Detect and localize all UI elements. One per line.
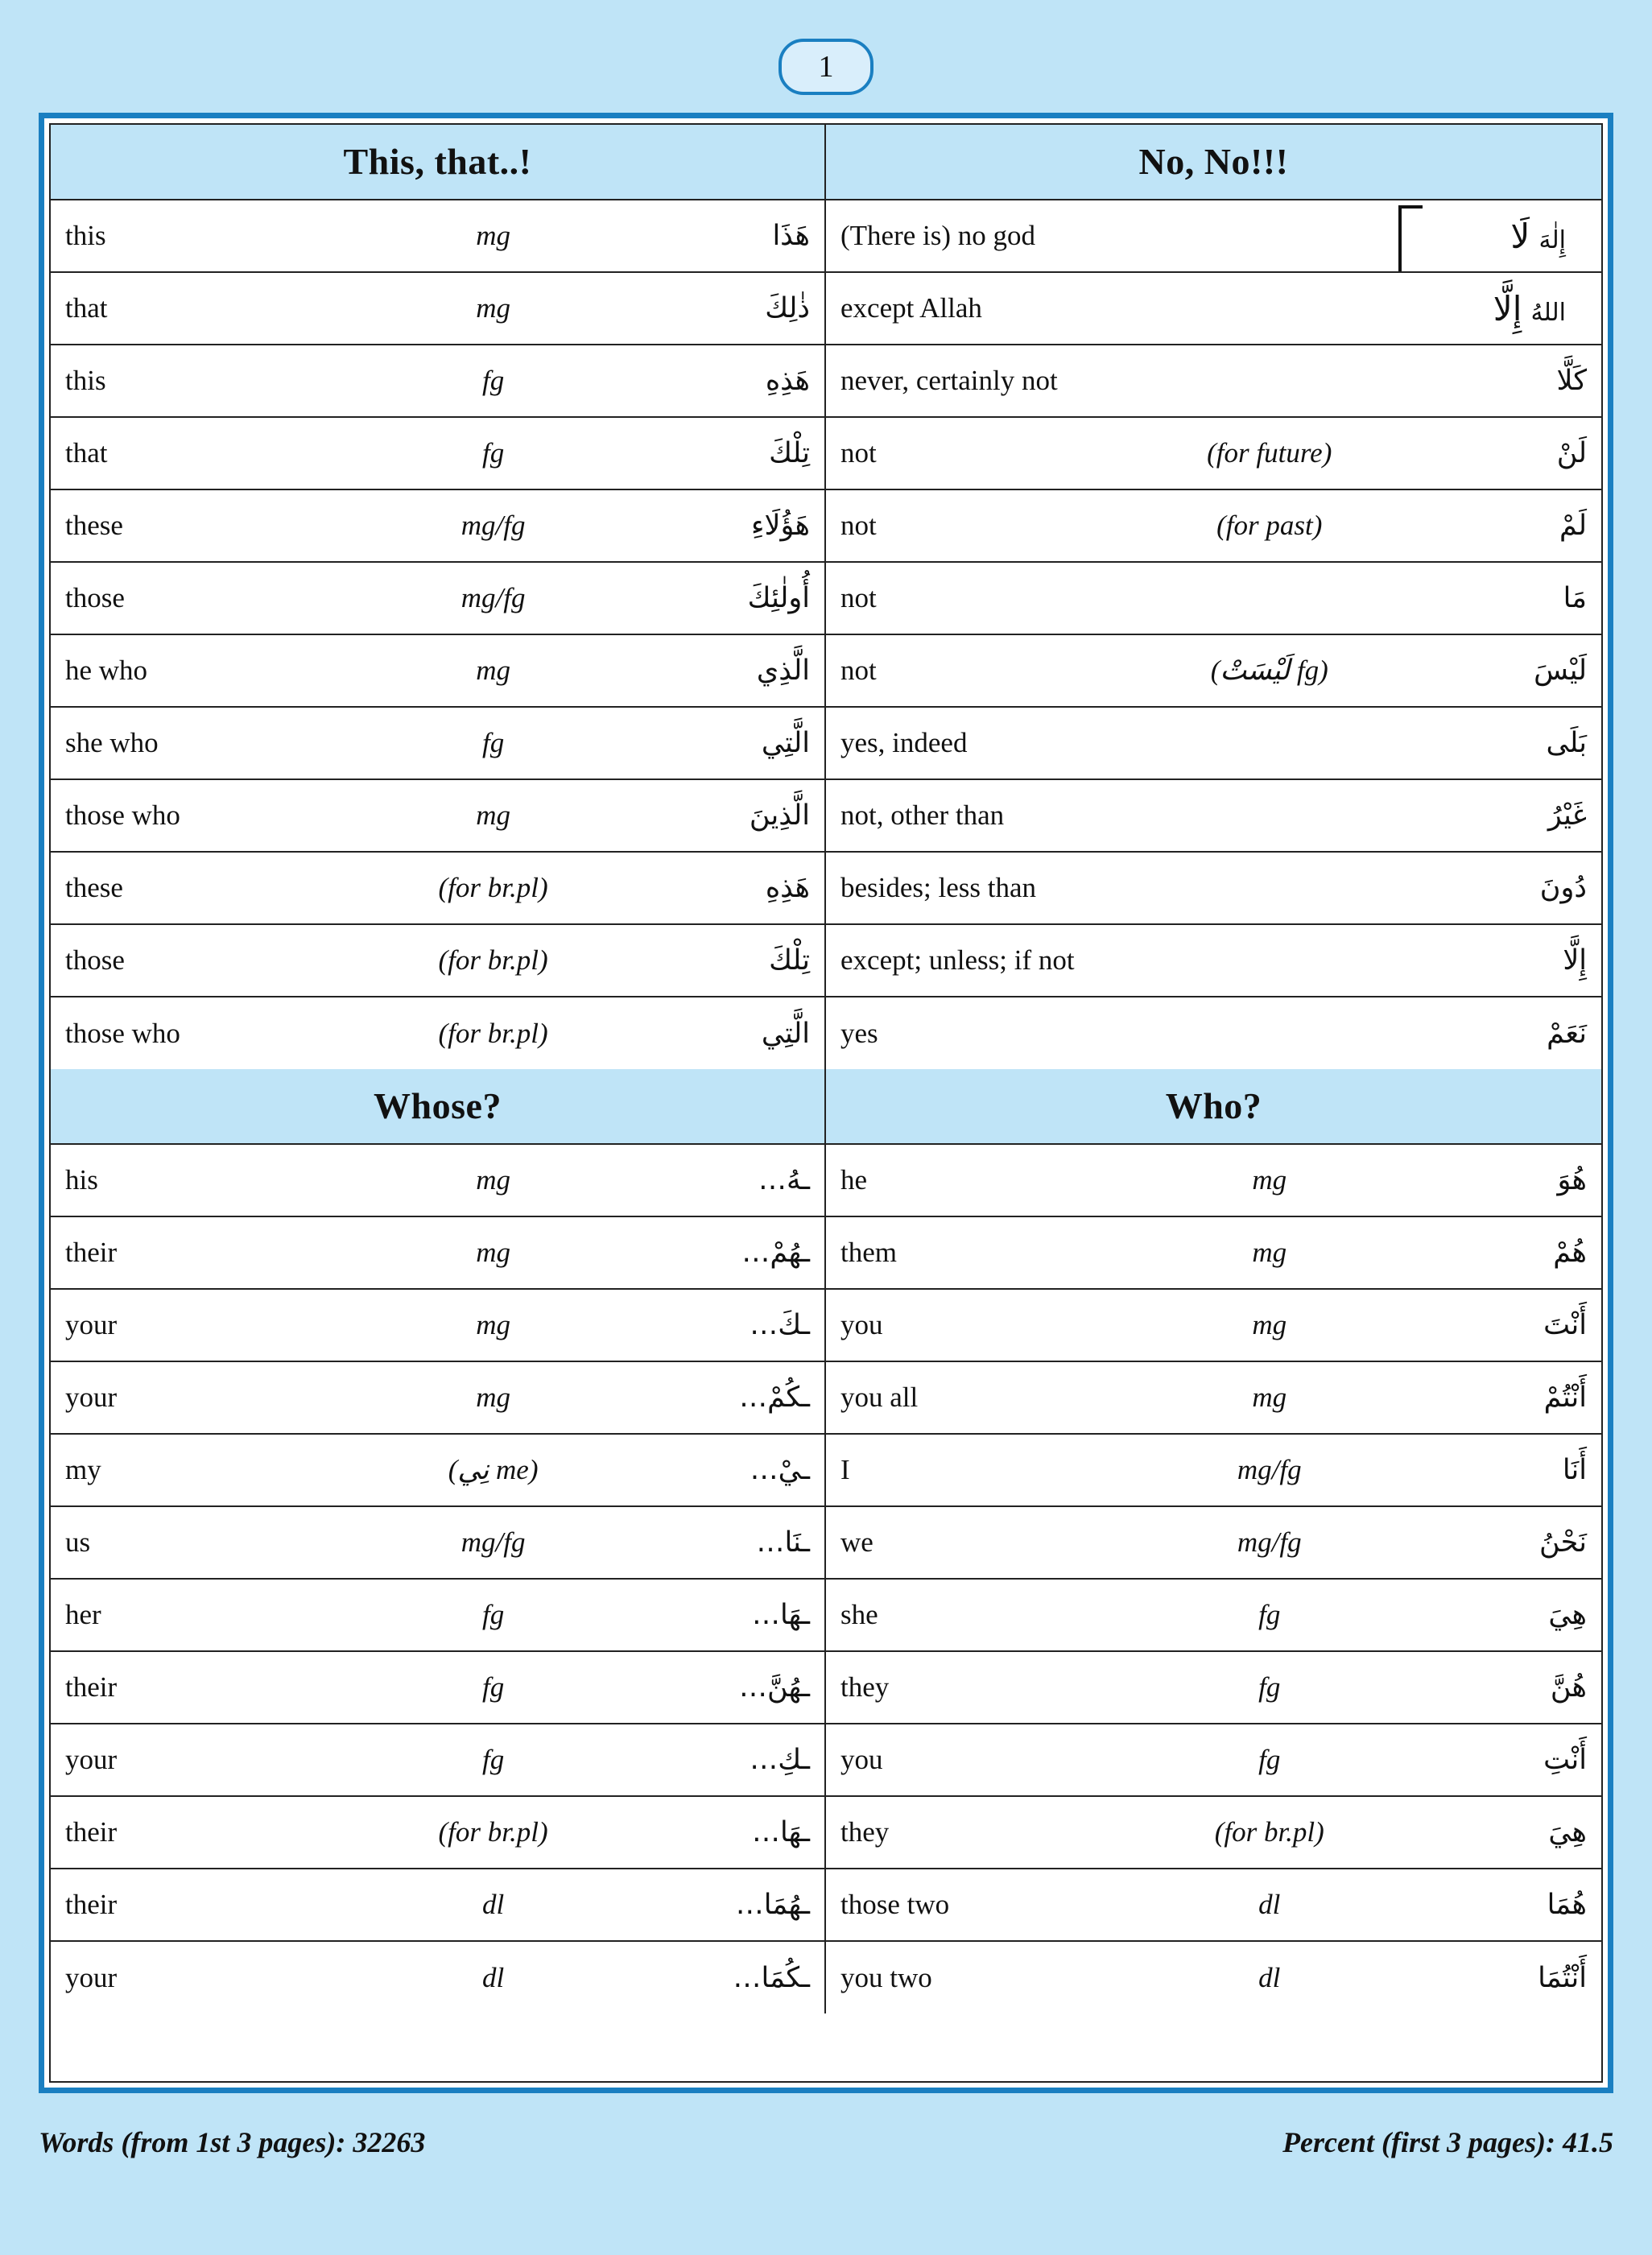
arabic-term: إِلَّا: [1493, 288, 1522, 328]
footer-percent: Percent (first 3 pages): 41.5: [1282, 2126, 1613, 2158]
english-term: this: [51, 345, 397, 417]
arabic-term: ـهُمَا…: [589, 1869, 824, 1941]
english-term: we: [826, 1506, 1173, 1579]
gender-note: [1173, 924, 1366, 997]
arabic-term: الَّذِي: [589, 634, 824, 707]
arabic-term: لَا: [1510, 216, 1530, 256]
table-no-no: [826, 199, 1601, 1069]
gender-note: dl: [1173, 1869, 1366, 1941]
english-term: that: [51, 272, 397, 345]
table-row: [826, 417, 1601, 489]
arabic-term: إِلَّا: [1366, 924, 1601, 997]
arabic-term: هُوَ: [1366, 1144, 1601, 1216]
arabic-term: هَذِهِ: [589, 345, 824, 417]
arabic-term: لَنْ: [1366, 417, 1601, 489]
table-row: [826, 1289, 1601, 1361]
arabic-term: ـهُمْ…: [589, 1216, 824, 1289]
english-term: not, other than: [826, 779, 1173, 852]
gender-note: dl: [397, 1941, 590, 2013]
gender-note: (for br.pl): [1173, 1796, 1366, 1869]
english-term: these: [51, 489, 397, 562]
tense-note: (for past): [1173, 489, 1366, 562]
english-term: them: [826, 1216, 1173, 1289]
english-term: your: [51, 1289, 397, 1361]
table-row: [51, 562, 824, 634]
gender-note: mg/fg: [1173, 1434, 1366, 1506]
table-row: [51, 489, 824, 562]
gender-note: mg/fg: [397, 489, 590, 562]
gender-note: (for br.pl): [397, 1796, 590, 1869]
table-row: [51, 997, 824, 1069]
arabic-term-secondary: اللهُ: [1530, 298, 1566, 327]
arabic-term: هَذِهِ: [589, 852, 824, 924]
english-term: not: [826, 634, 1173, 707]
gender-note: mg: [1173, 1216, 1366, 1289]
english-term: her: [51, 1579, 397, 1651]
arabic-term: هِيَ: [1366, 1579, 1601, 1651]
arabic-term: دُونَ: [1366, 852, 1601, 924]
table-row: [51, 1796, 824, 1869]
english-term: those: [51, 562, 397, 634]
arabic-term: ـكُمْ…: [589, 1361, 824, 1434]
arabic-term: الَّتِي: [589, 997, 824, 1069]
gender-note: fg: [1173, 1724, 1366, 1796]
arabic-term: لَيْسَ: [1366, 634, 1601, 707]
gender-note: (لَيْسَتْ fg): [1173, 634, 1366, 707]
arabic-term: ـكَ…: [589, 1289, 824, 1361]
table-row: [826, 1216, 1601, 1289]
arabic-term-secondary: إِلٰهَ: [1538, 225, 1566, 254]
english-term: those: [51, 924, 397, 997]
arabic-term: هُمْ: [1366, 1216, 1601, 1289]
arabic-term: مَا: [1366, 562, 1601, 634]
section-title-who: Who?: [826, 1069, 1601, 1143]
gender-note: fg: [397, 345, 590, 417]
section-title-no-no: No, No!!!: [826, 125, 1601, 199]
table-row: [51, 707, 824, 779]
table-row: [826, 1651, 1601, 1724]
english-term: his: [51, 1144, 397, 1216]
arabic-term: نَحْنُ: [1366, 1506, 1601, 1579]
arabic-term: ـهَا…: [589, 1579, 824, 1651]
english-term: yes, indeed: [826, 707, 1173, 779]
arabic-term: تِلْكَ: [589, 924, 824, 997]
table-row: [51, 1434, 824, 1506]
arabic-term: ذٰلِكَ: [589, 272, 824, 345]
table-row: [51, 417, 824, 489]
english-term: you all: [826, 1361, 1173, 1434]
gender-note: [1173, 272, 1366, 345]
gender-note: [1173, 852, 1366, 924]
table-row: [826, 562, 1601, 634]
arabic-term: تِلْكَ: [589, 417, 824, 489]
table-row: [51, 779, 824, 852]
gender-note: [1173, 200, 1366, 272]
arabic-term: نَعَمْ: [1366, 997, 1601, 1069]
arabic-term: هَذَا: [589, 200, 824, 272]
english-term: (There is) no god: [826, 200, 1173, 272]
gender-note: fg: [397, 707, 590, 779]
table-row: [826, 489, 1601, 562]
gender-note: dl: [1173, 1941, 1366, 2013]
gender-note: mg: [397, 1144, 590, 1216]
gender-note: dl: [397, 1869, 590, 1941]
english-term: us: [51, 1506, 397, 1579]
english-term: yes: [826, 997, 1173, 1069]
gender-note: fg: [397, 1579, 590, 1651]
gender-note: fg: [1173, 1579, 1366, 1651]
arabic-term: أَنْتِ: [1366, 1724, 1601, 1796]
table-row: [51, 1941, 824, 2013]
top-section-tables: [51, 199, 1601, 1069]
gender-note: [1173, 562, 1366, 634]
arabic-term-with-bracket: [1366, 272, 1601, 345]
arabic-term: ـكُمَا…: [589, 1941, 824, 2013]
vocabulary-table-frame: [39, 113, 1613, 2093]
table-row: [51, 1506, 824, 1579]
table-row: [826, 272, 1601, 345]
english-term: those two: [826, 1869, 1173, 1941]
arabic-term: الَّذِينَ: [589, 779, 824, 852]
arabic-term: أَنْتَ: [1366, 1289, 1601, 1361]
table-row: [826, 1724, 1601, 1796]
arabic-term: كَلَّا: [1366, 345, 1601, 417]
arabic-term: لَمْ: [1366, 489, 1601, 562]
bottom-section-tables: [51, 1143, 1601, 2013]
english-term: my: [51, 1434, 397, 1506]
table-row: [51, 1361, 824, 1434]
table-row: [51, 1216, 824, 1289]
english-term: they: [826, 1796, 1173, 1869]
gender-note: mg: [397, 779, 590, 852]
section-title-this-that: This, that..!: [51, 125, 824, 199]
table-row: [826, 1869, 1601, 1941]
arabic-term: ـهَا…: [589, 1796, 824, 1869]
gender-note: fg: [1173, 1651, 1366, 1724]
gender-note: mg: [397, 1216, 590, 1289]
section-title-whose: Whose?: [51, 1069, 824, 1143]
gender-note: mg: [397, 1361, 590, 1434]
english-term: their: [51, 1216, 397, 1289]
table-row: [826, 779, 1601, 852]
arabic-term-with-bracket: [1366, 200, 1601, 272]
table-row: [826, 1361, 1601, 1434]
gender-note: mg: [397, 200, 590, 272]
english-term: she: [826, 1579, 1173, 1651]
table-row: [51, 852, 824, 924]
gender-note: mg: [397, 272, 590, 345]
page-footer: [39, 2125, 1613, 2159]
page-number: 1: [779, 39, 873, 95]
table-row: [51, 1869, 824, 1941]
english-term: he who: [51, 634, 397, 707]
arabic-term: غَيْرُ: [1366, 779, 1601, 852]
table-row: [826, 634, 1601, 707]
gender-note: [1173, 345, 1366, 417]
english-term: he: [826, 1144, 1173, 1216]
arabic-term: ـهُ…: [589, 1144, 824, 1216]
gender-note: mg/fg: [397, 562, 590, 634]
table-row: [826, 1941, 1601, 2013]
gender-note: [1173, 707, 1366, 779]
gender-note: mg: [397, 1289, 590, 1361]
arabic-term: أَنْتُمَا: [1366, 1941, 1601, 2013]
english-term: this: [51, 200, 397, 272]
brace-icon: [1398, 205, 1423, 272]
english-term: I: [826, 1434, 1173, 1506]
english-term: except; unless; if not: [826, 924, 1173, 997]
table-this-that: [51, 199, 824, 1069]
table-row: [826, 200, 1601, 272]
table-row: [51, 272, 824, 345]
table-row: [826, 707, 1601, 779]
english-term: those who: [51, 779, 397, 852]
gender-note: [1173, 779, 1366, 852]
table-row: [826, 1579, 1601, 1651]
english-term: you two: [826, 1941, 1173, 2013]
english-term: their: [51, 1651, 397, 1724]
english-term: these: [51, 852, 397, 924]
gender-note: mg: [397, 634, 590, 707]
gender-note: mg/fg: [1173, 1506, 1366, 1579]
table-row: [51, 634, 824, 707]
table-row: [826, 1506, 1601, 1579]
arabic-term: ـيْ…: [589, 1434, 824, 1506]
table-row: [51, 1289, 824, 1361]
english-term: she who: [51, 707, 397, 779]
gender-note: mg: [1173, 1361, 1366, 1434]
arabic-term: أَنْتُمْ: [1366, 1361, 1601, 1434]
gender-note: (for br.pl): [397, 852, 590, 924]
gender-note: mg: [1173, 1289, 1366, 1361]
arabic-term: هَؤُلَاءِ: [589, 489, 824, 562]
english-term: not: [826, 562, 1173, 634]
english-term: not: [826, 489, 1173, 562]
table-row: [826, 997, 1601, 1069]
table-whose: [51, 1143, 824, 2013]
arabic-term: هُنَّ: [1366, 1651, 1601, 1724]
english-term: they: [826, 1651, 1173, 1724]
arabic-term: بَلَى: [1366, 707, 1601, 779]
arabic-term: هِيَ: [1366, 1796, 1601, 1869]
arabic-term: الَّتِي: [589, 707, 824, 779]
tense-note: (for future): [1173, 417, 1366, 489]
table-row: [826, 1796, 1601, 1869]
table-row: [826, 1434, 1601, 1506]
arabic-term: أَنَا: [1366, 1434, 1601, 1506]
english-term: never, certainly not: [826, 345, 1173, 417]
english-term: not: [826, 417, 1173, 489]
table-row: [826, 852, 1601, 924]
top-section-headings: [51, 125, 1601, 199]
arabic-term: أُولٰئِكَ: [589, 562, 824, 634]
table-who: [826, 1143, 1601, 2013]
english-term: you: [826, 1724, 1173, 1796]
gender-note: (نِي me): [397, 1434, 590, 1506]
english-term: that: [51, 417, 397, 489]
english-term: except Allah: [826, 272, 1173, 345]
gender-note: fg: [397, 1724, 590, 1796]
gender-note: mg/fg: [397, 1506, 590, 1579]
table-row: [51, 1144, 824, 1216]
arabic-term: ـكِ…: [589, 1724, 824, 1796]
arabic-term: ـنَا…: [589, 1506, 824, 1579]
table-row: [51, 924, 824, 997]
gender-note: [1173, 997, 1366, 1069]
gender-note: (for br.pl): [397, 997, 590, 1069]
table-row: [51, 345, 824, 417]
english-term: their: [51, 1869, 397, 1941]
bottom-section-headings: [51, 1069, 1601, 1143]
gender-note: fg: [397, 417, 590, 489]
english-term: their: [51, 1796, 397, 1869]
gender-note: fg: [397, 1651, 590, 1724]
footer-word-count: Words (from 1st 3 pages): 32263: [39, 2126, 426, 2158]
table-row: [826, 1144, 1601, 1216]
table-row: [51, 1724, 824, 1796]
english-term: those who: [51, 997, 397, 1069]
english-term: you: [826, 1289, 1173, 1361]
table-row: [51, 200, 824, 272]
table-row: [51, 1579, 824, 1651]
arabic-term: هُمَا: [1366, 1869, 1601, 1941]
gender-note: (for br.pl): [397, 924, 590, 997]
arabic-term: ـهُنَّ…: [589, 1651, 824, 1724]
table-row: [826, 924, 1601, 997]
english-term: besides; less than: [826, 852, 1173, 924]
gender-note: mg: [1173, 1144, 1366, 1216]
english-term: your: [51, 1724, 397, 1796]
table-row: [826, 345, 1601, 417]
english-term: your: [51, 1941, 397, 2013]
table-row: [51, 1651, 824, 1724]
english-term: your: [51, 1361, 397, 1434]
